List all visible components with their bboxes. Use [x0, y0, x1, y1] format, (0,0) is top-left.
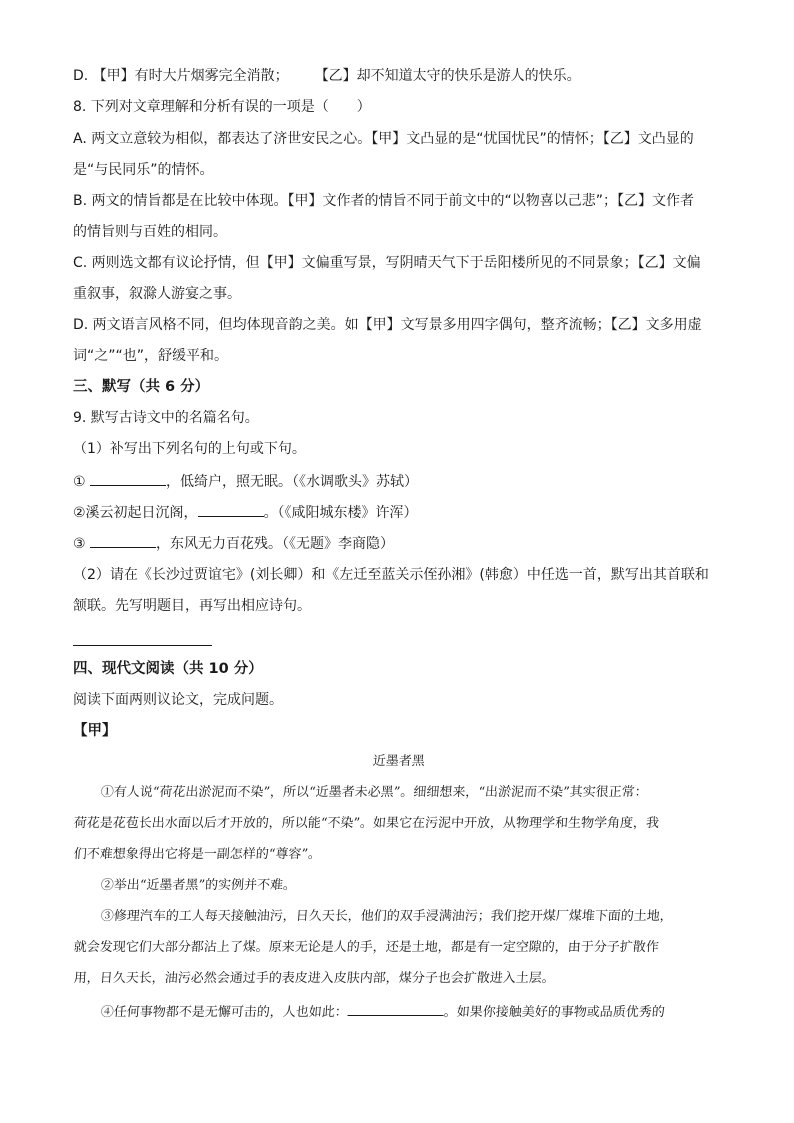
essay-p3-line1: ③修理汽车的工人每天接触油污，日久天长，他们的双手浸满油污；我们挖开煤厂煤堆下面的土地，	[100, 909, 674, 924]
section3-heading: 三、默写（共 6 分）	[73, 379, 210, 395]
q9-part1: （1）补写出下列名句的上句或下句。	[73, 441, 306, 457]
q9-item1-suffix: ，低绮户，照无眠。（《水调歌头》苏轼）	[166, 474, 419, 490]
q9-part2-line2: 颔联。先写明题目，再写出相应诗句。	[73, 598, 311, 614]
q8-stem: 8. 下列对文章理解和分析有误的一项是（ ）	[73, 99, 371, 115]
essay-p4-blank[interactable]	[348, 1001, 445, 1016]
q9-item3-suffix: ，东风无力百花残。（《无题》李商隐）	[156, 536, 395, 552]
q8-option-c-line1: C. 两则选文都有议论抒情，但【甲】文偏重写景，写阴晴天气下于岳阳楼所见的不同景象；【乙】文偏	[73, 255, 701, 271]
essay-p1-line2: 荷花是花苞长出水面以后才开放的，所以能“不染”。如果它在污泥中开放，从物理学和生物学角度，我	[73, 816, 660, 831]
q8-option-a-line2: 是“与民同乐”的情怀。	[73, 162, 214, 178]
q9-item3-blank[interactable]	[90, 533, 156, 548]
q8-option-b-line2: 的情旨则与百姓的相同。	[73, 224, 227, 240]
q9-item1-prefix: ①	[73, 474, 86, 490]
q9-item2-suffix: 。（《咸阳城东楼》许浑）	[263, 505, 418, 521]
q9-item1	[73, 471, 723, 492]
q8-option-c-line2: 重叙事，叙滁人游宴之事。	[73, 286, 241, 302]
q8-option-a-line1: A. 两文立意较为相似，都表达了济世安民之心。【甲】文凸显的是“忧国忧民”的情怀；【乙】文凸显的	[73, 131, 694, 147]
essay-p4-prefix: ④任何事物都不是无懈可击的，人也如此：	[100, 1005, 349, 1020]
q7-option-d-part-a: D. 【甲】有时大片烟雾完全消散；	[73, 68, 289, 84]
essay-p4-suffix: 。如果你接触美好的事物或品质优秀的	[443, 1005, 666, 1020]
q9-item2-blank[interactable]	[198, 502, 264, 517]
q9-item2-prefix: ②溪云初起日沉阁，	[73, 505, 198, 521]
essay-p2: ②举出“近墨者黑”的实例并不难。	[100, 878, 297, 893]
passage-jia-label: 【甲】	[73, 723, 117, 739]
q8-option-d-line1: D. 两文语言风格不同，但均体现音韵之美。如【甲】文写景多用四字偶句，整齐流畅；【乙】文多用虚	[73, 317, 702, 333]
q9-item3	[73, 533, 723, 554]
essay-p4-line1	[100, 1001, 725, 1023]
q8-option-d-line2: 词“之”“也”，舒缓平和。	[73, 348, 229, 364]
answer-rule[interactable]	[73, 645, 212, 646]
q9-item2	[73, 502, 723, 523]
essay-title: 近墨者黑	[372, 754, 426, 769]
q9-stem: 9. 默写古诗文中的名篇名句。	[73, 410, 259, 426]
q9-item1-blank[interactable]	[90, 471, 166, 486]
essay-p3-line3: 用，日久天长，油污必然会通过手的表皮进入皮肤内部，煤分子也会扩散进入土层。	[73, 971, 556, 986]
q7-option-d	[73, 66, 723, 86]
essay-p3-line2: 就会发现它们大部分都沾上了煤。原来无论是人的手，还是土地，都是有一定空隙的，由于分子扩散作	[73, 940, 660, 955]
essay-p1-line1: ①有人说“荷花出淤泥而不染”，所以“近墨者未必黑”。细细想来，“出淤泥而不染”其实很正常：	[100, 785, 649, 800]
q9-part2-line1: （2）请在《长沙过贾谊宅》(刘长卿）和《左迁至蓝关示侄孙湘》(韩愈）中任选一首，默写出其首联和	[73, 567, 709, 583]
q8-option-b-line1: B. 两文的情旨都是在比较中体现。【甲】文作者的情旨不同于前文中的“以物喜以己悲”；【乙】文作者	[73, 193, 695, 209]
section4-heading: 四、现代文阅读（共 10 分）	[73, 661, 263, 677]
q7-option-d-part-b: 【乙】却不知道太守的快乐是游人的快乐。	[314, 68, 581, 84]
section4-intro: 阅读下面两则议论文，完成问题。	[73, 692, 283, 708]
q9-item3-prefix: ③	[73, 536, 86, 552]
essay-p1-line3: 们不难想象得出它将是一副怎样的“尊容”。	[73, 847, 322, 862]
